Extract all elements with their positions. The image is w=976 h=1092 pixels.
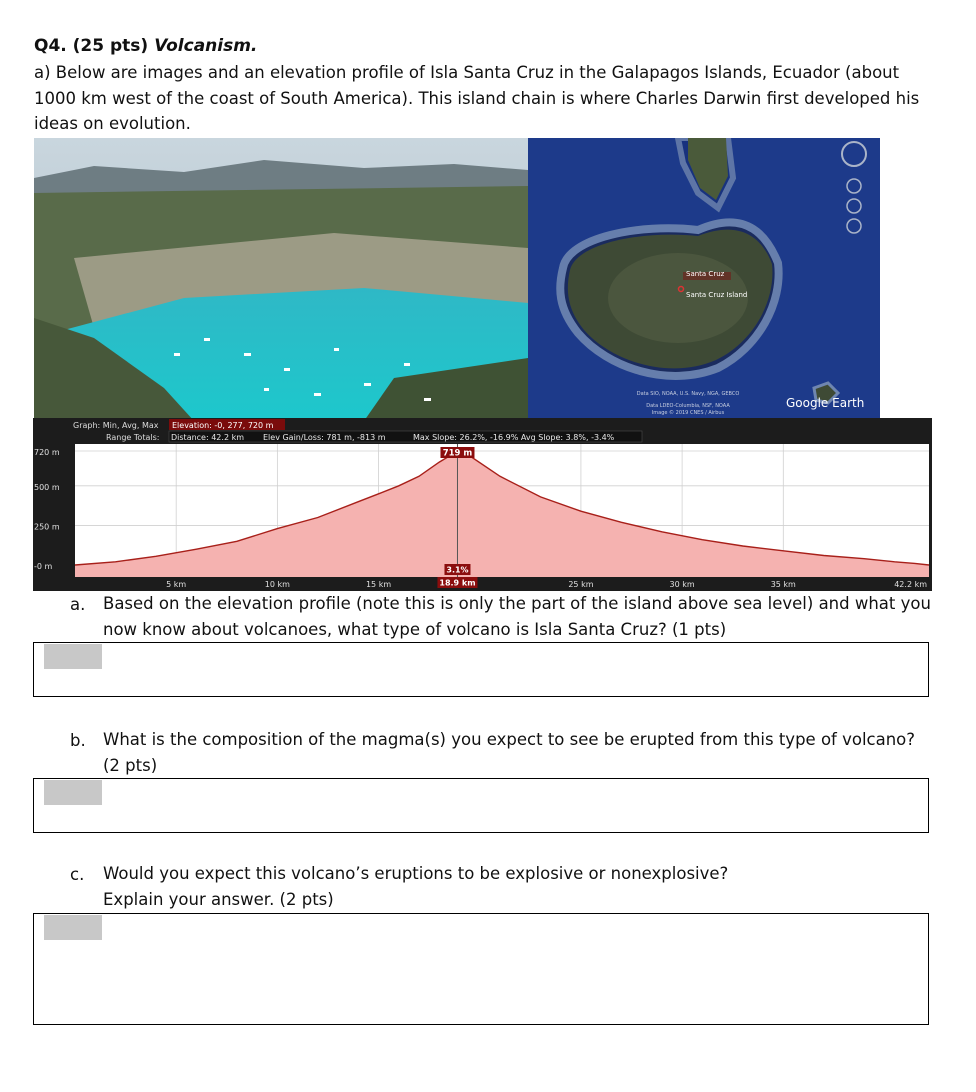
satellite-credit-1: Data SIO, NOAA, U.S. Navy, NGA, GEBCO bbox=[636, 391, 740, 397]
satellite-credit-3: Image © 2019 CNES / Airbus bbox=[651, 410, 725, 416]
satellite-credit-2: Data LDEO-Columbia, NSF, NOAA bbox=[646, 403, 730, 409]
question-topic: Volcanism. bbox=[154, 36, 258, 56]
x-tick-label: 35 km bbox=[770, 580, 796, 589]
google-earth-logo: Google Earth bbox=[786, 396, 865, 410]
cursor-slope: 3.1% bbox=[446, 565, 469, 575]
y-tick-label: -0 m bbox=[34, 562, 53, 571]
x-tick-label: 42.2 km bbox=[894, 580, 927, 589]
answer-b-highlight bbox=[44, 780, 102, 805]
question-number: Q4. (25 pts) bbox=[34, 36, 149, 56]
elevation-stat: Elevation: -0, 277, 720 m bbox=[172, 421, 274, 430]
answer-box-c[interactable] bbox=[33, 913, 929, 1025]
satellite-label-island: Santa Cruz bbox=[686, 270, 725, 278]
question-b-text: What is the composition of the magma(s) you expect to see be erupted from this type of volcano? (2 pts) bbox=[103, 730, 916, 775]
slope-stat: Max Slope: 26.2%, -16.9% Avg Slope: 3.8%, -3.4% bbox=[413, 433, 615, 442]
cursor-elevation: 719 m bbox=[442, 448, 473, 459]
y-tick-label: 250 m bbox=[34, 522, 60, 532]
answer-box-b[interactable] bbox=[33, 778, 929, 833]
x-tick-label: 25 km bbox=[568, 580, 594, 589]
profile-chart bbox=[33, 418, 932, 591]
answer-box-a[interactable] bbox=[33, 642, 929, 697]
x-tick-label: 10 km bbox=[264, 580, 290, 589]
question-heading bbox=[34, 36, 257, 56]
x-tick-label: 15 km bbox=[365, 580, 392, 589]
answer-c-highlight bbox=[44, 915, 102, 940]
question-c-letter: c. bbox=[70, 865, 85, 884]
answer-a-highlight bbox=[44, 644, 102, 669]
gain-stat: Elev Gain/Loss: 781 m, -813 m bbox=[263, 433, 386, 442]
satellite-label-marker: Santa Cruz Island bbox=[686, 291, 748, 299]
cursor-distance: 18.9 km bbox=[439, 578, 476, 588]
x-tick-label: 5 km bbox=[166, 580, 187, 589]
x-tick-label: 30 km bbox=[669, 580, 695, 589]
question-a-text: Based on the elevation profile (note this is only the part of the island above sea level) and what you now know about volcanoes, what type of volcano is Isla Santa Cruz? (1 pts) bbox=[103, 594, 931, 639]
intro-text: a) Below are images and an elevation profile of Isla Santa Cruz in the Galapagos Islands, Ecuador (about 1000 km west of the coast of South America). This island chain is where Charles Darwin first developed his ideas on evolution. bbox=[34, 63, 920, 133]
stats-label: Graph: Min, Avg, Max bbox=[73, 421, 159, 430]
satellite-view bbox=[528, 138, 880, 421]
aerial-photo bbox=[34, 138, 528, 421]
question-c-text: Would you expect this volcano’s eruptions to be explosive or nonexplosive? Explain your answer. (2 pts) bbox=[103, 864, 729, 909]
distance-stat: Distance: 42.2 km bbox=[171, 433, 244, 442]
y-tick-label: 500 m bbox=[34, 482, 60, 492]
question-b-letter: b. bbox=[70, 731, 86, 750]
range-label: Range Totals: bbox=[106, 433, 160, 442]
question-a-letter: a. bbox=[70, 595, 86, 614]
elevation-profile bbox=[33, 418, 932, 591]
y-tick-label: 720 m bbox=[34, 448, 60, 457]
